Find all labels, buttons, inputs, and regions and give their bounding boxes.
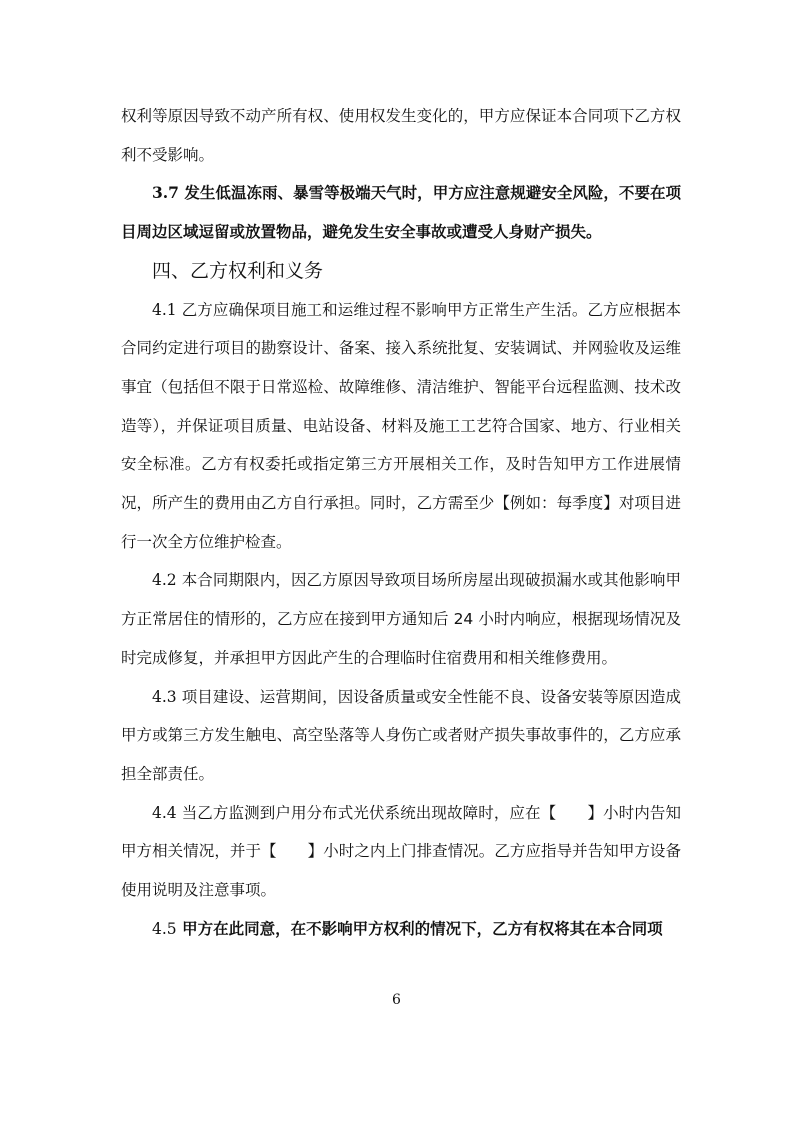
clause-number: 4.3 [152,687,177,706]
clause-text: 项目建设、运营期间，因设备质量或安全性能不良、设备安装等原因造成甲方或第三方发生触电、高空坠落等人身伤亡或者财产损失事故事件的，乙方应承担全部责任。 [121,687,681,783]
clause-4-4 [121,794,681,910]
clause-number: 4.4 [152,803,177,822]
section-heading: 四、乙方权利和义务 [152,259,324,282]
clause-text: 本合同期限内，因乙方原因导致项目场所房屋出现破损漏水或其他影响甲方正常居住的情形的，乙方应在接到甲方通知后 24 小时内响应，根据现场情况及时完成修复，并承担甲方因此产生的合理临时住宿费用和相关维修费用。 [121,571,681,667]
clause-3-7 [121,174,681,251]
page-number: 6 [392,992,401,1008]
clause-4-2 [121,561,681,677]
document-body [121,97,681,948]
clause-number: 4.1 [152,300,177,319]
paragraph-continuation: 权利等原因导致不动产所有权、使用权发生变化的，甲方应保证本合同项下乙方权利不受影响。 [121,107,681,164]
clause-text: 甲方在此同意，在不影响甲方权利的情况下，乙方有权将其在本合同项 [182,919,663,938]
clause-4-1 [121,291,681,562]
clause-text: 当乙方监测到户用分布式光伏系统出现故障时，应在【 】小时内告知甲方相关情况，并于【 】小时之内上门排查情况。乙方应指导并告知甲方设备使用说明及注意事项。 [121,803,681,900]
clause-4-5 [121,910,681,949]
clause-number: 3.7 [152,183,179,203]
clause-text: 乙方应确保项目施工和运维过程不影响甲方正常生产生活。乙方应根据本合同约定进行项目的勘察设计、备案、接入系统批复、安装调试、并网验收及运维事宜（包括但不限于日常巡检、故障维修、清洁维护、智能平台远程监测、技术改造等），并保证项目质量、电站设备、材料及施工工艺符合国家、地方、行业相关安全标准。乙方有权委托或指定第三方开展相关工作，及时告知甲方工作进展情况，所产生的费用由乙方自行承担。同时，乙方需至少【例如：每季度】对项目进行一次全方位维护检查。 [121,300,681,551]
clause-4-3 [121,678,681,794]
clause-number: 4.5 [152,919,177,938]
clause-number: 4.2 [152,571,177,590]
clause-text: 发生低温冻雨、暴雪等极端天气时，甲方应注意规避安全风险，不要在项目周边区域逗留或放置物品，避免发生安全事故或遭受人身财产损失。 [121,184,681,242]
